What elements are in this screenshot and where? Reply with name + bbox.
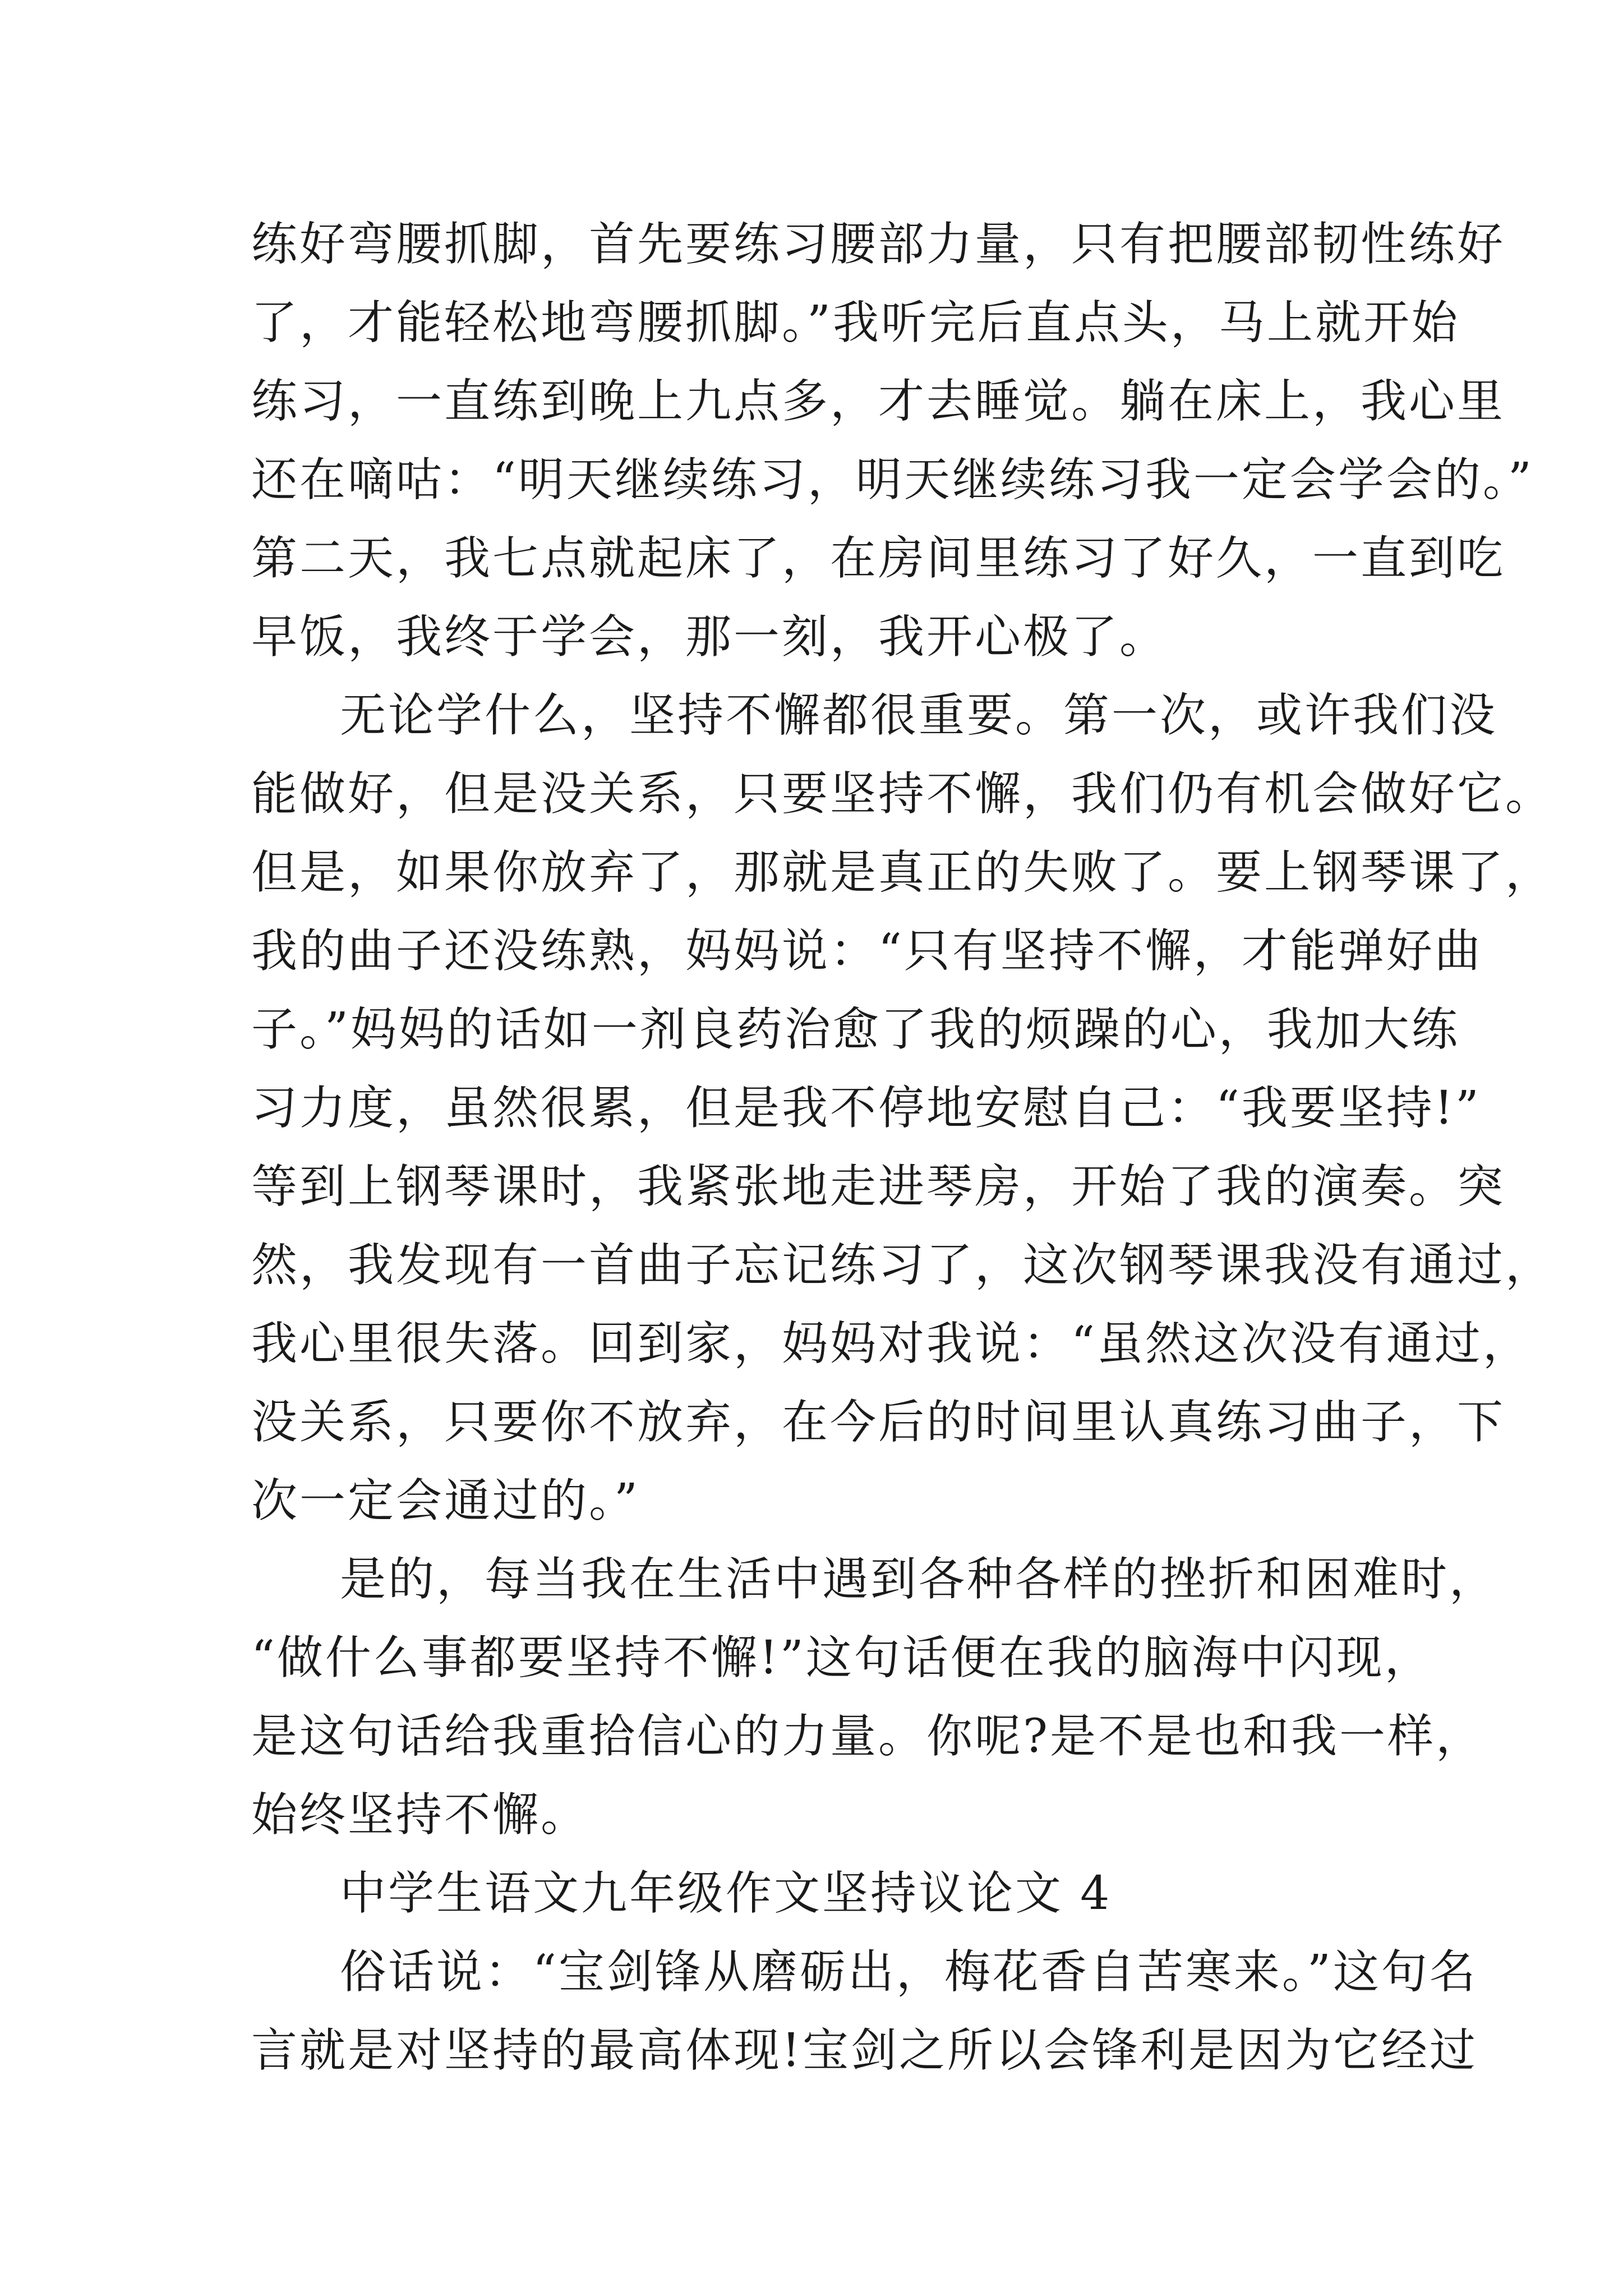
text-line: 练好弯腰抓脚，首先要练习腰部力量，只有把腰部韧性练好 bbox=[251, 218, 1506, 271]
text-line: “做什么事都要坚持不懈!”这句话便在我的脑海中闪现， bbox=[251, 1631, 1433, 1685]
text-line: 等到上钢琴课时，我紧张地走进琴房，开始了我的演奏。突 bbox=[251, 1160, 1506, 1213]
text-line: 第二天，我七点就起床了，在房间里练习了好久，一直到吃 bbox=[251, 532, 1506, 585]
section-heading: 中学生语文九年级作文坚持议论文 4 bbox=[340, 1867, 1112, 1920]
text-line: 始终坚持不懈。 bbox=[251, 1788, 589, 1842]
text-line: 还在嘀咕：“明天继续练习，明天继续练习我一定会学会的。” bbox=[251, 453, 1534, 507]
text-line: 习力度，虽然很累，但是我不停地安慰自己：“我要坚持!” bbox=[251, 1082, 1481, 1135]
paragraph-start: 无论学什么，坚持不懈都很重要。第一次，或许我们没 bbox=[340, 689, 1498, 742]
paragraph-start: 是的，每当我在生活中遇到各种各样的挫折和困难时， bbox=[340, 1553, 1498, 1606]
text-line: 没关系，只要你不放弃，在今后的时间里认真练习曲子，下 bbox=[251, 1396, 1506, 1449]
text-line: 我心里很失落。回到家，妈妈对我说：“虽然这次没有通过， bbox=[251, 1317, 1531, 1370]
paragraph-start: 俗话说：“宝剑锋从磨砺出，梅花香自苦寒来。”这句名 bbox=[340, 1945, 1478, 1999]
text-line: 我的曲子还没练熟，妈妈说：“只有坚持不懈，才能弹好曲 bbox=[251, 924, 1483, 978]
text-line: 但是，如果你放弃了，那就是真正的失败了。要上钢琴课了， bbox=[251, 846, 1554, 899]
text-line: 了，才能轻松地弯腰抓脚。”我听完后直点头，马上就开始 bbox=[251, 296, 1460, 349]
text-line: 子。”妈妈的话如一剂良药治愈了我的烦躁的心，我加大练 bbox=[251, 1003, 1460, 1056]
text-line: 练习，一直练到晚上九点多，才去睡觉。躺在床上，我心里 bbox=[251, 375, 1506, 428]
text-line: 然，我发现有一首曲子忘记练习了，这次钢琴课我没有通过， bbox=[251, 1239, 1554, 1292]
text-line: 早饭，我终于学会，那一刻，我开心极了。 bbox=[251, 610, 1168, 664]
text-line: 言就是对坚持的最高体现!宝剑之所以会锋利是因为它经过 bbox=[251, 2024, 1478, 2077]
text-line: 能做好，但是没关系，只要坚持不懈，我们仍有机会做好它。 bbox=[251, 767, 1554, 821]
text-line: 次一定会通过的。” bbox=[251, 1474, 640, 1527]
text-line: 是这句话给我重拾信心的力量。你呢?是不是也和我一样， bbox=[251, 1710, 1484, 1763]
